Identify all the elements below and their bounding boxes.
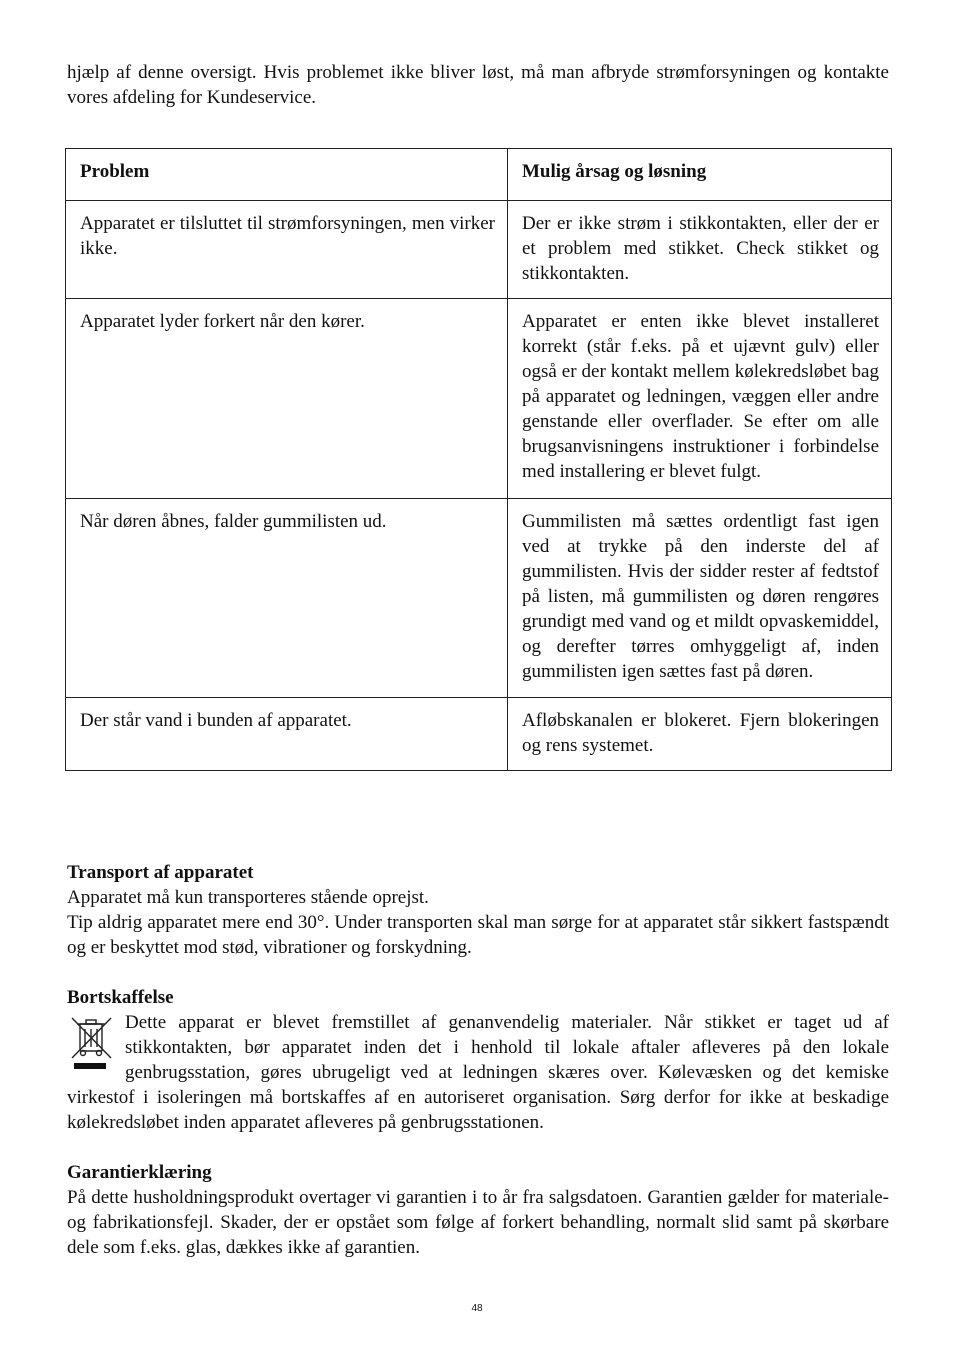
table-header-solution: Mulig årsag og løsning	[508, 149, 892, 201]
problem-cell: Der står vand i bunden af apparatet.	[66, 698, 508, 771]
document-page	[67, 60, 889, 146]
table-row	[66, 299, 892, 499]
transport-heading: Transport af apparatet	[67, 862, 254, 883]
disposal-heading: Bortskaffelse	[67, 987, 174, 1008]
table-row	[66, 698, 892, 771]
intro-paragraph: hjælp af denne oversigt. Hvis problemet ikke bliver løst, må man afbryde strømforsyningen og kontakte vores afdeling for Kundeservice.	[67, 62, 889, 108]
lower-sections	[67, 860, 889, 1285]
solution-cell: Gummilisten må sættes ordentligt fast igen ved at trykke på den inderste del af gummilisten. Hvis der sidder rester af fedtstof på listen, må gummilisten og døren rengøres grundigt med vand og et mildt opvaskemiddel, og derefter tørres omhyggeligt af, inden gummilisten igen sættes fast på døren.	[508, 499, 892, 698]
solution-cell: Apparatet er enten ikke blevet installeret korrekt (står f.eks. på et ujævnt gulv) eller også er der kontakt mellem kølekredsløbet bag på apparatet og ledningen, væggen eller andre genstande eller overflader. Se efter om alle brugsanvisningens instruktioner i forbindelse med installering er blevet fulgt.	[508, 299, 892, 499]
transport-line-2: Tip aldrig apparatet mere end 30°. Under transporten skal man sørge for at apparatet står sikkert fastspændt og er beskyttet mod stød, vibrationer og forskydning.	[67, 912, 889, 958]
disposal-section	[67, 985, 889, 1135]
warranty-heading: Garantierklæring	[67, 1162, 212, 1183]
page-number: 48	[471, 1303, 483, 1314]
troubleshooting-table	[65, 148, 892, 771]
transport-section	[67, 860, 889, 960]
table-header-row	[66, 149, 892, 201]
transport-line-1: Apparatet må kun transporteres stående oprejst.	[67, 887, 429, 908]
problem-cell: Apparatet lyder forkert når den kører.	[66, 299, 508, 499]
solution-cell: Afløbskanalen er blokeret. Fjern blokeringen og rens systemet.	[508, 698, 892, 771]
problem-cell: Når døren åbnes, falder gummilisten ud.	[66, 499, 508, 698]
table-row	[66, 201, 892, 299]
disposal-text: Dette apparat er blevet fremstillet af genanvendelig materialer. Når stikket er taget ud af stikkontakten, bør apparatet inden det i henhold til lokale aftaler afleveres på den lokale genbrugsstation, gøres ubrugeligt ved at ledningen skæres over. Kølevæsken og det kemiske virkestof i isoleringen må bortskaffes af en autoriseret organisation. Sørg derfor for ikke at beskadige kølekredsløbet inden apparatet afleveres på genbrugsstationen.	[67, 1012, 889, 1133]
problem-cell: Apparatet er tilsluttet til strømforsyningen, men virker ikke.	[66, 201, 508, 299]
table-header-problem: Problem	[66, 149, 508, 201]
warranty-section	[67, 1160, 889, 1260]
table-row	[66, 499, 892, 698]
crossed-out-wheelie-bin-icon	[67, 1012, 117, 1072]
solution-cell: Der er ikke strøm i stikkontakten, eller der er et problem med stikket. Check stikket og stikkontakten.	[508, 201, 892, 299]
warranty-text: På dette husholdningsprodukt overtager vi garantien i to år fra salgsdatoen. Garantien gælder for materiale- og fabrikationsfejl. Skader, der er opstået som følge af forkert behandling, normalt slid samt på skørbare dele som f.eks. glas, dækkes ikke af garantien.	[67, 1187, 889, 1258]
